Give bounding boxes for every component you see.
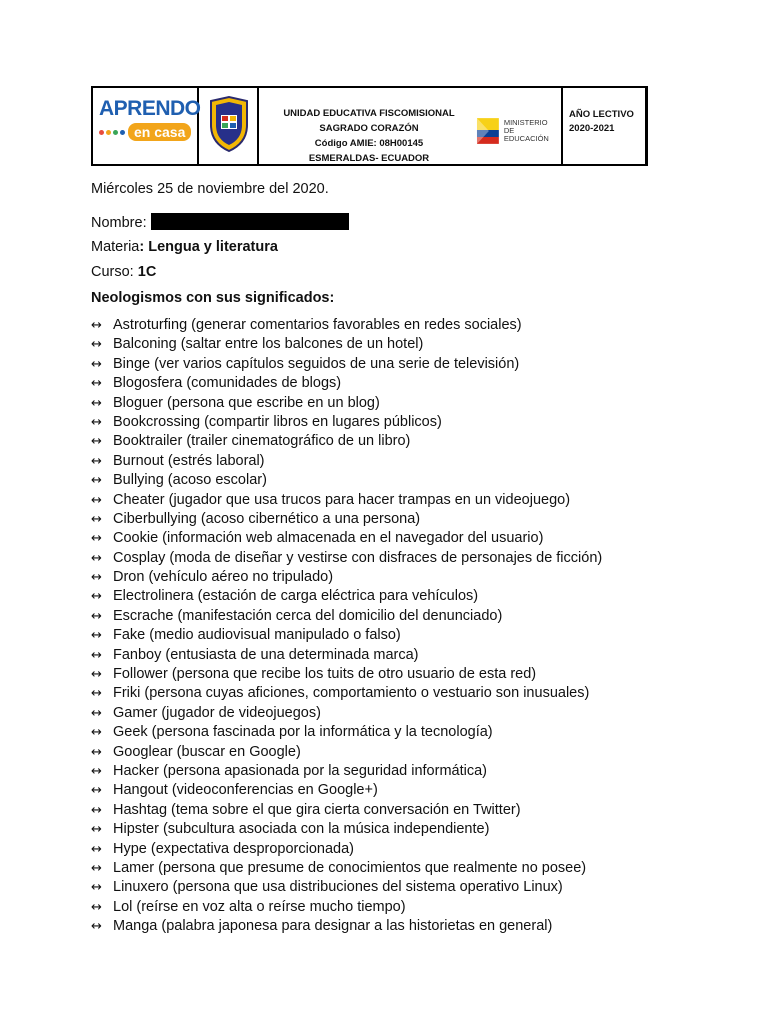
subject-field xyxy=(91,238,278,256)
list-item-text: Dron (vehículo aéreo no tripulado) xyxy=(113,569,334,586)
logo-dots-icon xyxy=(99,130,125,135)
double-arrow-icon: ↔ xyxy=(91,376,102,392)
list-item xyxy=(91,491,602,510)
list-item-text: Hipster (subcultura asociada con la música independiente) xyxy=(113,821,490,838)
list-item xyxy=(91,529,602,548)
double-arrow-icon: ↔ xyxy=(91,822,102,838)
double-arrow-icon: ↔ xyxy=(91,899,102,915)
list-title: Neologismos con sus significados: xyxy=(91,290,335,306)
double-arrow-icon: ↔ xyxy=(91,647,102,663)
school-shield-icon xyxy=(207,95,251,153)
list-item-text: Hangout (videoconferencias en Google+) xyxy=(113,782,378,799)
list-item-text: Ciberbullying (acoso cibernético a una persona) xyxy=(113,510,421,527)
list-item xyxy=(91,568,602,587)
list-item xyxy=(91,840,602,859)
list-item xyxy=(91,316,602,335)
list-item-text: Bullying (acoso escolar) xyxy=(113,472,267,489)
list-item-text: Binge (ver varios capítulos seguidos de una serie de televisión) xyxy=(113,355,520,372)
list-item xyxy=(91,394,602,413)
list-item xyxy=(91,684,602,703)
list-item-text: Cosplay (moda de diseñar y vestirse con disfraces de personajes de ficción) xyxy=(113,549,603,566)
double-arrow-icon: ↔ xyxy=(91,356,102,372)
list-item-text: Hashtag (tema sobre el que gira cierta conversación en Twitter) xyxy=(113,801,521,818)
logo-title: APRENDO xyxy=(99,97,201,120)
subject-value: : Lengua y literatura xyxy=(139,239,278,255)
school-year-value: 2020-2021 xyxy=(569,123,615,134)
list-item xyxy=(91,762,602,781)
double-arrow-icon: ↔ xyxy=(91,608,102,624)
list-item xyxy=(91,801,602,820)
double-arrow-icon: ↔ xyxy=(91,686,102,702)
list-item xyxy=(91,510,602,529)
double-arrow-icon: ↔ xyxy=(91,434,102,450)
double-arrow-icon: ↔ xyxy=(91,570,102,586)
aprendo-en-casa-logo-cell xyxy=(93,88,199,164)
course-field xyxy=(91,263,156,281)
list-item xyxy=(91,820,602,839)
list-item xyxy=(91,878,602,897)
double-arrow-icon: ↔ xyxy=(91,531,102,547)
double-arrow-icon: ↔ xyxy=(91,783,102,799)
list-item xyxy=(91,626,602,645)
double-arrow-icon: ↔ xyxy=(91,744,102,760)
name-field xyxy=(91,213,349,232)
list-item xyxy=(91,549,602,568)
list-item xyxy=(91,607,602,626)
list-item xyxy=(91,452,602,471)
double-arrow-icon: ↔ xyxy=(91,725,102,741)
double-arrow-icon: ↔ xyxy=(91,414,102,430)
list-item-text: Fanboy (entusiasta de una determinada marca) xyxy=(113,646,419,663)
double-arrow-icon: ↔ xyxy=(91,453,102,469)
list-item-text: Fake (medio audiovisual manipulado o falso) xyxy=(113,627,401,644)
list-item xyxy=(91,335,602,354)
school-info-cell xyxy=(259,88,563,164)
list-item xyxy=(91,917,602,936)
list-item-text: Manga (palabra japonesa para designar a las historietas en general) xyxy=(113,918,553,935)
double-arrow-icon: ↔ xyxy=(91,841,102,857)
ministry-line-2: DE EDUCACIÓN xyxy=(503,126,549,143)
list-item xyxy=(91,859,602,878)
school-year-cell xyxy=(563,88,645,164)
double-arrow-icon: ↔ xyxy=(91,880,102,896)
list-item-text: Hype (expectativa desproporcionada) xyxy=(113,840,354,857)
double-arrow-icon: ↔ xyxy=(91,589,102,605)
double-arrow-icon: ↔ xyxy=(91,395,102,411)
double-arrow-icon: ↔ xyxy=(91,667,102,683)
list-item xyxy=(91,665,602,684)
subject-label: Materia xyxy=(91,239,140,255)
list-item-text: Geek (persona fascinada por la informática y la tecnología) xyxy=(113,724,493,741)
name-label: Nombre: xyxy=(91,215,147,231)
document-date: Miércoles 25 de noviembre del 2020. xyxy=(91,181,329,197)
document-header xyxy=(91,86,648,166)
list-item xyxy=(91,723,602,742)
list-item-text: Balconing (saltar entre los balcones de un hotel) xyxy=(113,336,424,353)
redacted-name xyxy=(151,213,349,230)
list-item xyxy=(91,432,602,451)
list-item-text: Cheater (jugador que usa trucos para hacer trampas en un videojuego) xyxy=(113,491,571,508)
list-item-text: Follower (persona que recibe los tuits de otro usuario de esta red) xyxy=(113,666,537,683)
school-info xyxy=(259,106,479,166)
list-item xyxy=(91,704,602,723)
list-item-text: Electrolinera (estación de carga eléctrica para vehículos) xyxy=(113,588,479,605)
aprendo-en-casa-logo xyxy=(99,97,201,160)
double-arrow-icon: ↔ xyxy=(91,763,102,779)
double-arrow-icon: ↔ xyxy=(91,473,102,489)
list-item xyxy=(91,646,602,665)
school-shield-cell xyxy=(199,88,259,164)
ministry-line-1: MINISTERIO xyxy=(503,118,548,127)
double-arrow-icon: ↔ xyxy=(91,919,102,935)
school-code: Código AMIE: 08H00145 xyxy=(314,138,424,149)
list-item-text: Bloguer (persona que escribe en un blog) xyxy=(113,394,380,411)
list-item xyxy=(91,413,602,432)
list-item xyxy=(91,587,602,606)
list-item-text: Booktrailer (trailer cinematográfico de un libro) xyxy=(113,433,411,450)
double-arrow-icon: ↔ xyxy=(91,860,102,876)
list-item-text: Hacker (persona apasionada por la seguridad informática) xyxy=(113,762,487,779)
neologism-list xyxy=(91,316,602,937)
double-arrow-icon: ↔ xyxy=(91,511,102,527)
double-arrow-icon: ↔ xyxy=(91,337,102,353)
list-item xyxy=(91,898,602,917)
school-type: UNIDAD EDUCATIVA FISCOMISIONAL xyxy=(283,108,455,119)
list-item-text: Astroturfing (generar comentarios favorables en redes sociales) xyxy=(113,317,522,333)
double-arrow-icon: ↔ xyxy=(91,802,102,818)
logo-subtitle: en casa xyxy=(128,123,191,141)
list-item xyxy=(91,374,602,393)
double-arrow-icon: ↔ xyxy=(91,318,102,333)
double-arrow-icon: ↔ xyxy=(91,492,102,508)
double-arrow-icon: ↔ xyxy=(91,628,102,644)
course-label: Curso: xyxy=(91,264,134,280)
school-location: ESMERALDAS- ECUADOR xyxy=(308,153,430,164)
double-arrow-icon: ↔ xyxy=(91,550,102,566)
list-item xyxy=(91,781,602,800)
list-item-text: Bookcrossing (compartir libros en lugares públicos) xyxy=(113,413,442,430)
list-item-text: Linuxero (persona que usa distribuciones del sistema operativo Linux) xyxy=(113,879,563,896)
school-name: SAGRADO CORAZÓN xyxy=(319,123,419,134)
list-item-text: Gamer (jugador de videojuegos) xyxy=(113,704,321,721)
course-value: 1C xyxy=(137,264,157,280)
list-item xyxy=(91,743,602,762)
school-year-label: AÑO LECTIVO xyxy=(569,109,634,120)
list-item-text: Lamer (persona que presume de conocimientos que realmente no posee) xyxy=(113,859,587,876)
ecuador-flag-icon xyxy=(475,116,501,146)
list-item xyxy=(91,471,602,490)
list-item-text: Lol (reírse en voz alta o reírse mucho tiempo) xyxy=(113,898,406,915)
list-item-text: Googlear (buscar en Google) xyxy=(113,743,301,760)
list-item-text: Blogosfera (comunidades de blogs) xyxy=(113,375,342,392)
list-item-text: Escrache (manifestación cerca del domicilio del denunciado) xyxy=(113,607,503,624)
ministry-logo xyxy=(475,116,561,146)
list-item-text: Cookie (información web almacenada en el navegador del usuario) xyxy=(113,530,544,547)
list-item-text: Friki (persona cuyas aficiones, comportamiento o vestuario son inusuales) xyxy=(113,685,590,702)
list-item xyxy=(91,355,602,374)
double-arrow-icon: ↔ xyxy=(91,705,102,721)
list-item-text: Burnout (estrés laboral) xyxy=(113,452,265,469)
